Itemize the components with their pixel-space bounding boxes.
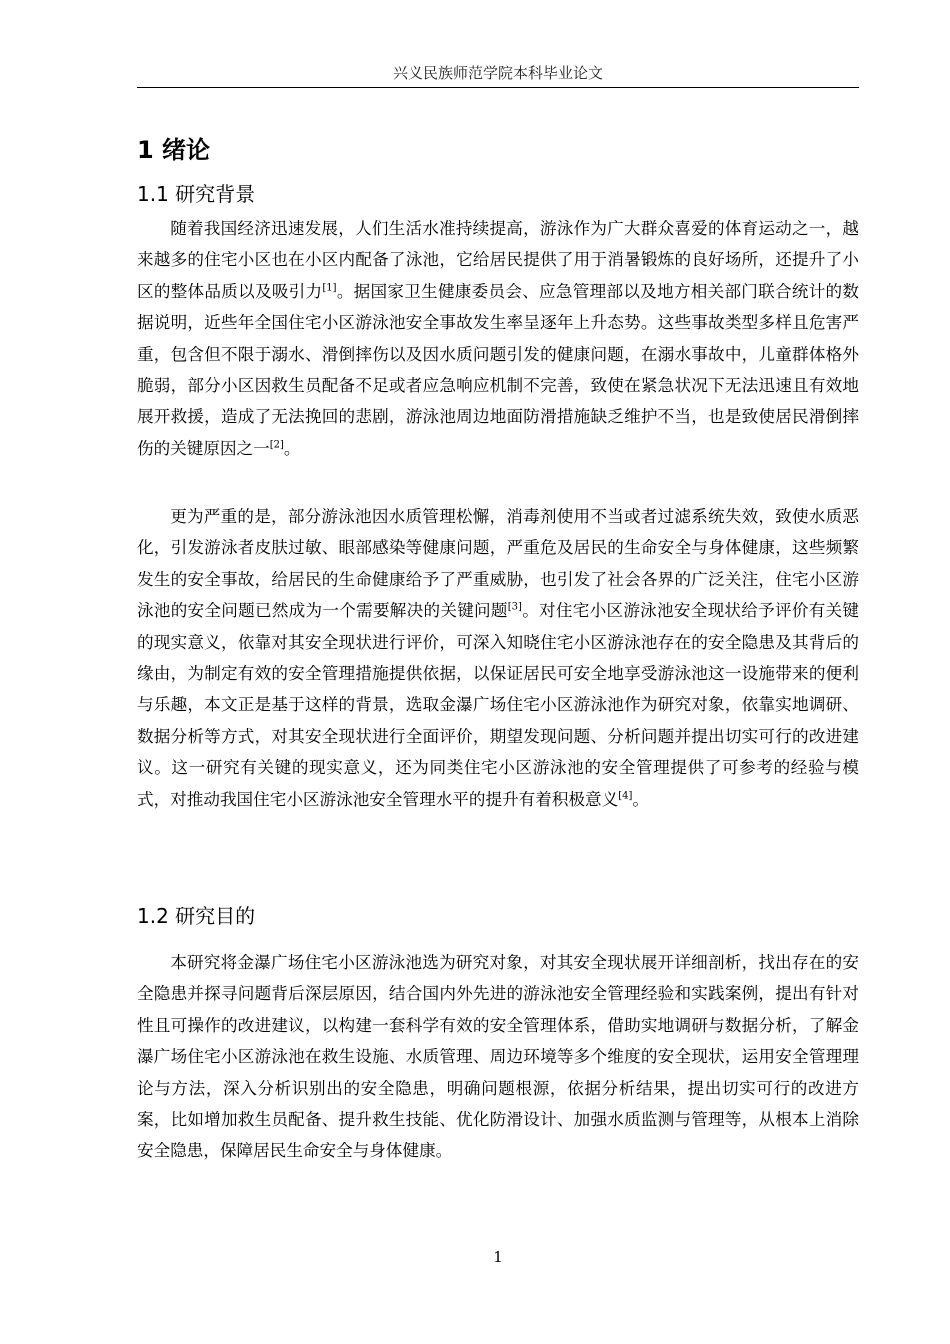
citation-ref: [4]	[618, 790, 633, 802]
paragraph-background-2: 更为严重的是，部分游泳池因水质管理松懈，消毒剂使用不当或者过滤系统失效，致使水质恶化，引发游泳者皮肤过敏、眼部感染等健康问题，严重危及居民的生命安全与身体健康，这些频繁发生的安全事故，给居民的生命健康给予了严重威胁，也引发了社会各界的广泛关注，住宅小区游泳池的安全问题已然成为一个需要解决的关键问题[3]。对住宅小区游泳池安全现状给予评价有关键的现实意义，依靠对其安全现状进行评价，可深入知晓住宅小区游泳池存在的安全隐患及其背后的缘由，为制定有效的安全管理措施提供依据，以保证居民可安全地享受游泳池这一设施带来的便利与乐趣，本文正是基于这样的背景，选取金瀑广场住宅小区游泳池作为研究对象，依靠实地调研、数据分析等方式，对其安全现状进行全面评价，期望发现问题、分析问题并提出切实可行的改进建议。这一研究有关键的现实意义，还为同类住宅小区游泳池的安全管理提供了可参考的经验与模式，对推动我国住宅小区游泳池安全管理水平的提升有着积极意义[4]。	[137, 507, 859, 809]
page-header: 兴义民族师范学院本科毕业论文	[392, 64, 603, 82]
paragraph-background-1: 随着我国经济迅速发展，人们生活水准持续提高，游泳作为广大群众喜爱的体育运动之一，越来越多的住宅小区也在小区内配备了泳池，它给居民提供了用于消暑锻炼的良好场所，还提升了小区的整体品质以及吸引力[1]。据国家卫生健康委员会、应急管理部以及地方相关部门联合统计的数据说明，近些年全国住宅小区游泳池安全事故发生率呈逐年上升态势。这些事故类型多样且危害严重，包含但不限于溺水、滑倒摔伤以及因水质问题引发的健康问题，在溺水事故中，儿童群体格外脆弱，部分小区因救生员配备不足或者应急响应机制不完善，致使在紧急状况下无法迅速且有效地展开救援，造成了无法挽回的悲剧，游泳池周边地面防滑措施缺乏维护不当，也是致使居民滑倒摔伤的关键原因之一[2]。	[137, 219, 860, 458]
citation-ref: [1]	[322, 282, 337, 294]
paragraph-purpose-1: 本研究将金瀑广场住宅小区游泳池选为研究对象，对其安全现状展开详细剖析，找出存在的安全隐患并探寻问题背后深层原因，结合国内外先进的游泳池安全管理经验和实践案例，提出有针对性且可操作的改进建议，以构建一套科学有效的安全管理体系，借助实地调研与数据分析，了解金瀑广场住宅小区游泳池在救生设施、水质管理、周边环境等多个维度的安全现状，运用安全管理理论与方法，深入分析识别出的安全隐患，明确问题根源，依据分析结果，提出切实可行的改进方案，比如增加救生员配备、提升救生技能、优化防滑设计、加强水质监测与管理等，从根本上消除安全隐患，保障居民生命安全与身体健康。	[137, 953, 859, 1161]
citation-ref: [3]	[507, 601, 522, 613]
header-rule	[137, 87, 859, 88]
section-title-background: 1.1 研究背景	[137, 182, 256, 206]
citation-ref: [2]	[269, 439, 284, 451]
section-title-purpose: 1.2 研究目的	[137, 904, 256, 928]
page-number: 1	[493, 1248, 503, 1266]
chapter-title: 1 绪论	[137, 136, 211, 164]
